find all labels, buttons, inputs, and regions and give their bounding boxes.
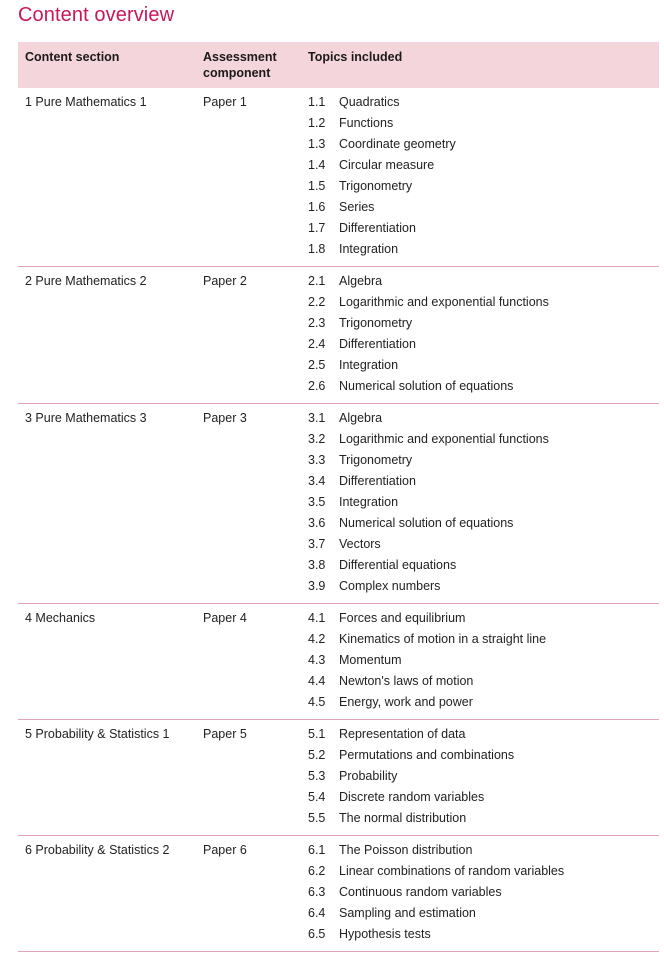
topic-number: 3.7 xyxy=(308,537,326,551)
topic-item xyxy=(308,294,658,315)
topic-name: Permutations and combinations xyxy=(339,748,515,762)
topic-item xyxy=(308,220,658,241)
topic-number: 5.5 xyxy=(308,811,326,825)
topic-item xyxy=(308,473,658,494)
content-section-label: 2 Pure Mathematics 2 xyxy=(25,274,147,288)
topic-name: Integration xyxy=(339,242,399,256)
topic-item xyxy=(308,357,658,378)
content-overview-table xyxy=(18,42,659,952)
topic-name: Energy, work and power xyxy=(339,695,473,709)
topic-name: Trigonometry xyxy=(339,453,413,467)
topic-item xyxy=(308,905,658,926)
topic-item xyxy=(308,378,658,399)
topic-list xyxy=(308,410,658,599)
header-component-line2: component xyxy=(203,66,271,80)
topic-number: 6.4 xyxy=(308,906,326,920)
topic-number: 4.4 xyxy=(308,674,326,688)
assessment-component-label: Paper 1 xyxy=(203,95,247,109)
topic-number: 5.2 xyxy=(308,748,326,762)
topic-number: 6.2 xyxy=(308,864,326,878)
topic-list xyxy=(308,273,658,399)
topic-name: Algebra xyxy=(339,411,383,425)
topic-item xyxy=(308,178,658,199)
topic-list xyxy=(308,94,658,262)
topic-number: 5.4 xyxy=(308,790,326,804)
topic-item xyxy=(308,747,658,768)
table-row xyxy=(18,404,659,604)
topic-item xyxy=(308,336,658,357)
topic-item xyxy=(308,863,658,884)
topics-cell xyxy=(301,720,659,836)
topic-number: 1.1 xyxy=(308,95,326,109)
topic-name: Trigonometry xyxy=(339,316,413,330)
topics-cell xyxy=(301,88,659,267)
topic-item xyxy=(308,315,658,336)
content-section-cell xyxy=(18,267,196,404)
topic-name: Algebra xyxy=(339,274,383,288)
topic-number: 3.5 xyxy=(308,495,326,509)
topic-name: Hypothesis tests xyxy=(339,927,431,941)
topic-number: 3.1 xyxy=(308,411,326,425)
topic-number: 5.3 xyxy=(308,769,326,783)
content-section-cell xyxy=(18,404,196,604)
topic-name: The normal distribution xyxy=(339,811,467,825)
topic-name: Vectors xyxy=(339,537,381,551)
topic-number: 2.6 xyxy=(308,379,326,393)
topic-item xyxy=(308,157,658,178)
assessment-component-cell xyxy=(196,88,301,267)
topic-number: 2.5 xyxy=(308,358,326,372)
table-body xyxy=(18,88,659,952)
topic-number: 4.1 xyxy=(308,611,326,625)
topic-number: 3.4 xyxy=(308,474,326,488)
topic-name: Series xyxy=(339,200,375,214)
topic-number: 3.2 xyxy=(308,432,326,446)
topic-list xyxy=(308,610,658,715)
topic-item xyxy=(308,926,658,947)
topics-cell xyxy=(301,267,659,404)
topic-number: 1.6 xyxy=(308,200,326,214)
topic-name: Trigonometry xyxy=(339,179,413,193)
topic-name: Kinematics of motion in a straight line xyxy=(339,632,547,646)
topic-name: Logarithmic and exponential functions xyxy=(339,432,549,446)
topic-name: Newton's laws of motion xyxy=(339,674,474,688)
topic-number: 1.2 xyxy=(308,116,326,130)
assessment-component-cell xyxy=(196,604,301,720)
assessment-component-label: Paper 4 xyxy=(203,611,247,625)
header-component-line1: Assessment xyxy=(203,50,277,64)
content-section-label: 5 Probability & Statistics 1 xyxy=(25,727,170,741)
assessment-component-cell xyxy=(196,836,301,952)
topic-item xyxy=(308,789,658,810)
topic-item xyxy=(308,610,658,631)
content-section-cell xyxy=(18,836,196,952)
topic-number: 4.5 xyxy=(308,695,326,709)
topic-name: Sampling and estimation xyxy=(339,906,476,920)
topic-number: 2.4 xyxy=(308,337,326,351)
content-section-cell xyxy=(18,720,196,836)
topic-item xyxy=(308,431,658,452)
topic-item xyxy=(308,136,658,157)
content-section-label: 4 Mechanics xyxy=(25,611,96,625)
topic-name: Probability xyxy=(339,769,398,783)
topic-number: 3.6 xyxy=(308,516,326,530)
topic-name: Integration xyxy=(339,495,399,509)
topic-number: 1.7 xyxy=(308,221,326,235)
topic-name: Coordinate geometry xyxy=(339,137,456,151)
topic-item xyxy=(308,94,658,115)
topic-number: 2.3 xyxy=(308,316,326,330)
topic-name: Discrete random variables xyxy=(339,790,485,804)
topic-name: Differentiation xyxy=(339,337,416,351)
assessment-component-label: Paper 6 xyxy=(203,843,247,857)
assessment-component-cell xyxy=(196,404,301,604)
table-row xyxy=(18,836,659,952)
topic-item xyxy=(308,694,658,715)
topic-item xyxy=(308,494,658,515)
table-header xyxy=(18,42,659,88)
table-row xyxy=(18,88,659,267)
assessment-component-label: Paper 3 xyxy=(203,411,247,425)
assessment-component-cell xyxy=(196,267,301,404)
topic-number: 1.3 xyxy=(308,137,326,151)
page-title: Content overview xyxy=(18,4,175,26)
header-topics-included: Topics included xyxy=(308,50,403,64)
content-section-cell xyxy=(18,604,196,720)
header-row xyxy=(18,42,659,88)
topics-cell xyxy=(301,604,659,720)
table-row xyxy=(18,604,659,720)
topic-item xyxy=(308,536,658,557)
topic-name: Representation of data xyxy=(339,727,466,741)
topic-item xyxy=(308,768,658,789)
topic-item xyxy=(308,578,658,599)
table-row xyxy=(18,720,659,836)
topic-name: Linear combinations of random variables xyxy=(339,864,565,878)
topic-item xyxy=(308,199,658,220)
topic-number: 4.3 xyxy=(308,653,326,667)
header-content-section: Content section xyxy=(25,50,120,64)
topic-number: 1.5 xyxy=(308,179,326,193)
topic-number: 2.2 xyxy=(308,295,326,309)
topic-name: Functions xyxy=(339,116,394,130)
topic-number: 4.2 xyxy=(308,632,326,646)
topic-number: 3.9 xyxy=(308,579,326,593)
content-section-label: 3 Pure Mathematics 3 xyxy=(25,411,147,425)
topic-number: 3.8 xyxy=(308,558,326,572)
topic-item xyxy=(308,673,658,694)
topic-item xyxy=(308,842,658,863)
topic-item xyxy=(308,410,658,431)
assessment-component-label: Paper 2 xyxy=(203,274,247,288)
topics-cell xyxy=(301,836,659,952)
topic-item xyxy=(308,631,658,652)
topic-name: Momentum xyxy=(339,653,402,667)
topics-cell xyxy=(301,404,659,604)
topic-number: 6.5 xyxy=(308,927,326,941)
topic-item xyxy=(308,652,658,673)
topic-item xyxy=(308,452,658,473)
topic-number: 2.1 xyxy=(308,274,326,288)
topic-list xyxy=(308,726,658,831)
topic-name: Continuous random variables xyxy=(339,885,502,899)
topic-name: Circular measure xyxy=(339,158,435,172)
assessment-component-label: Paper 5 xyxy=(203,727,247,741)
topic-name: Differentiation xyxy=(339,221,416,235)
topic-name: Integration xyxy=(339,358,399,372)
content-section-label: 1 Pure Mathematics 1 xyxy=(25,95,147,109)
topic-item xyxy=(308,273,658,294)
topic-name: Logarithmic and exponential functions xyxy=(339,295,549,309)
topic-item xyxy=(308,726,658,747)
topic-name: Quadratics xyxy=(339,95,400,109)
topic-number: 3.3 xyxy=(308,453,326,467)
topic-number: 5.1 xyxy=(308,727,326,741)
topic-item xyxy=(308,515,658,536)
content-section-cell xyxy=(18,88,196,267)
content-section-label: 6 Probability & Statistics 2 xyxy=(25,843,170,857)
topic-name: Forces and equilibrium xyxy=(339,611,466,625)
topic-item xyxy=(308,884,658,905)
topic-item xyxy=(308,241,658,262)
assessment-component-cell xyxy=(196,720,301,836)
topic-name: Differentiation xyxy=(339,474,416,488)
topic-name: The Poisson distribution xyxy=(339,843,473,857)
topic-item xyxy=(308,115,658,136)
topic-name: Numerical solution of equations xyxy=(339,379,514,393)
header-assessment-component xyxy=(196,42,301,88)
topic-list xyxy=(308,842,658,947)
topic-name: Numerical solution of equations xyxy=(339,516,514,530)
topic-number: 6.3 xyxy=(308,885,326,899)
topic-number: 6.1 xyxy=(308,843,326,857)
topic-name: Differential equations xyxy=(339,558,457,572)
topic-name: Complex numbers xyxy=(339,579,441,593)
topic-number: 1.8 xyxy=(308,242,326,256)
table-row xyxy=(18,267,659,404)
topic-item xyxy=(308,557,658,578)
topic-number: 1.4 xyxy=(308,158,326,172)
topic-item xyxy=(308,810,658,831)
